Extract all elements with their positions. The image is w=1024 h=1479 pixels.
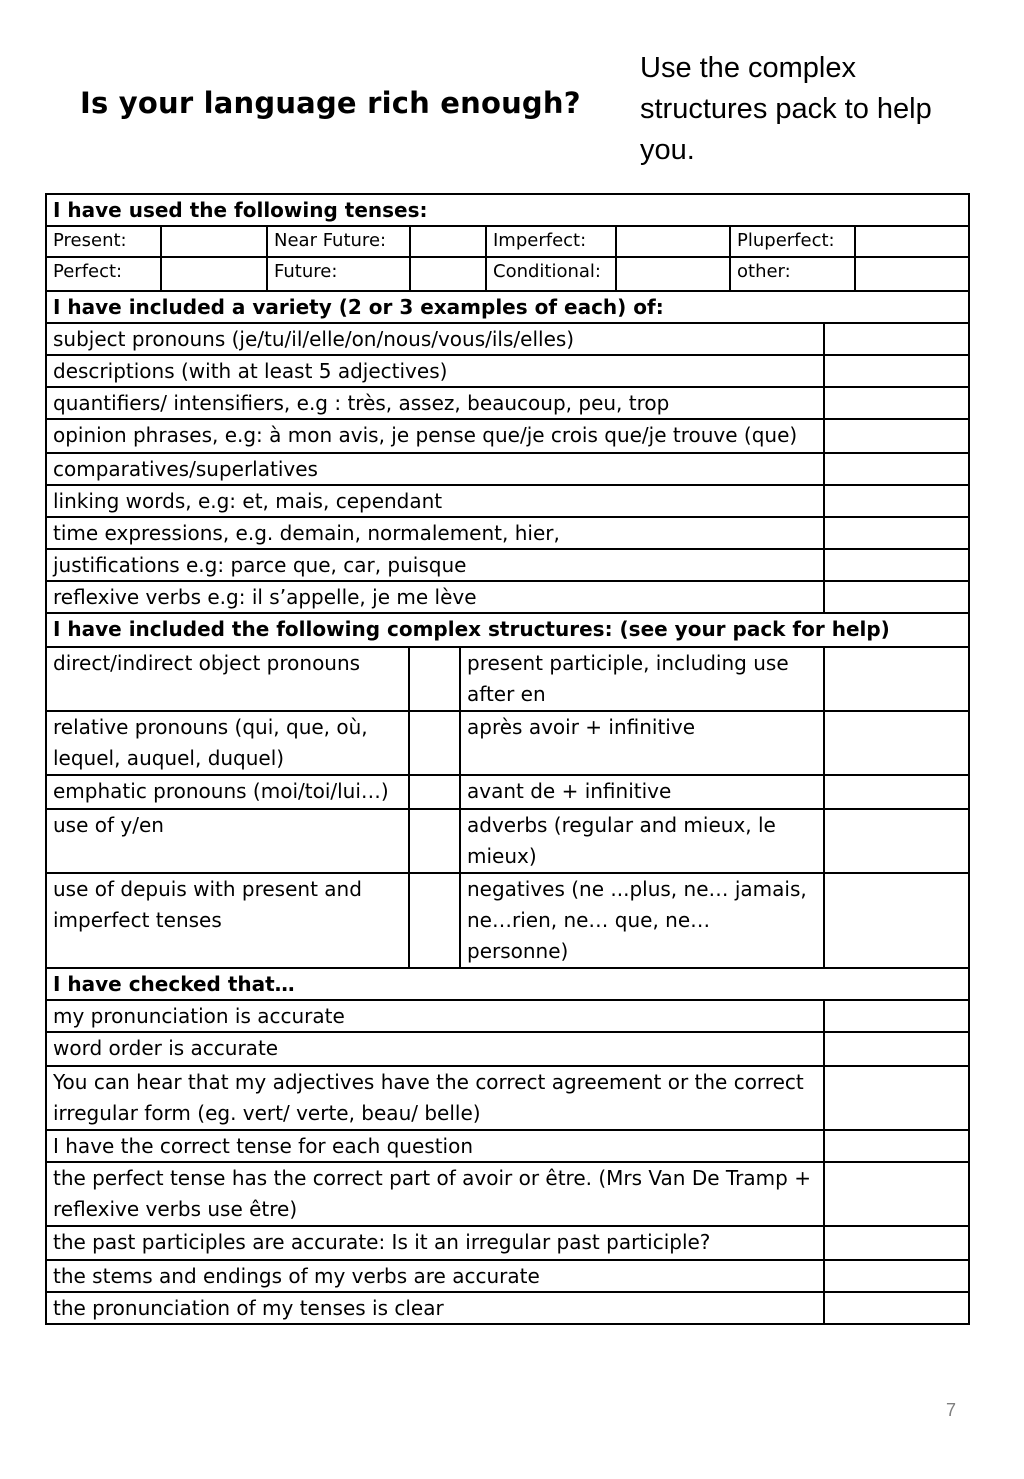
complex-checkbox[interactable] xyxy=(824,647,969,711)
tense-pluperfect-box[interactable] xyxy=(855,227,968,257)
variety-item: opinion phrases, e.g: à mon avis, je pense que/je crois que/je trouve (que) xyxy=(46,419,824,453)
complex-item: emphatic pronouns (moi/toi/lui…) xyxy=(46,775,409,809)
checked-heading: I have checked that… xyxy=(46,968,969,1000)
checked-item: I have the correct tense for each question xyxy=(46,1130,824,1162)
tense-present-label: Present: xyxy=(47,227,161,257)
tense-future-box[interactable] xyxy=(410,257,486,290)
complex-checkbox[interactable] xyxy=(409,873,460,968)
variety-checkbox[interactable] xyxy=(824,355,969,387)
checked-checkbox[interactable] xyxy=(824,1130,969,1162)
complex-checkbox[interactable] xyxy=(409,711,460,775)
tense-conditional-label: Conditional: xyxy=(486,257,616,290)
complex-item: use of y/en xyxy=(46,809,409,873)
complex-item: adverbs (regular and mieux, le mieux) xyxy=(460,809,824,873)
checked-item: my pronunciation is accurate xyxy=(46,1000,824,1032)
help-note: Use the complex structures pack to help you. xyxy=(640,52,932,166)
page-number: 7 xyxy=(946,1400,957,1420)
complex-checkbox[interactable] xyxy=(409,775,460,809)
complex-item: present participle, including use after en xyxy=(460,647,824,711)
page-title: Is your language rich enough? xyxy=(80,86,581,120)
variety-item: linking words, e.g: et, mais, cependant xyxy=(46,485,824,517)
variety-checkbox[interactable] xyxy=(824,581,969,613)
complex-heading: I have included the following complex structures: (see your pack for help) xyxy=(46,613,969,647)
variety-checkbox[interactable] xyxy=(824,387,969,419)
checked-item: You can hear that my adjectives have the correct agreement or the correct irregular form (eg. vert/ verte, beau/ belle) xyxy=(46,1066,824,1130)
checked-checkbox[interactable] xyxy=(824,1000,969,1032)
checked-checkbox[interactable] xyxy=(824,1292,969,1324)
tense-other-label: other: xyxy=(730,257,855,290)
checked-item: the pronunciation of my tenses is clear xyxy=(46,1292,824,1324)
tense-imperfect-label: Imperfect: xyxy=(486,227,616,257)
checked-checkbox[interactable] xyxy=(824,1066,969,1130)
complex-checkbox[interactable] xyxy=(409,809,460,873)
tense-other-box[interactable] xyxy=(855,257,968,290)
checked-item: the perfect tense has the correct part of avoir or être. (Mrs Van De Tramp + reflexive verbs use être) xyxy=(46,1162,824,1226)
tense-near-future-label: Near Future: xyxy=(267,227,410,257)
complex-checkbox[interactable] xyxy=(824,873,969,968)
tense-future-label: Future: xyxy=(267,257,410,290)
variety-item: descriptions (with at least 5 adjectives) xyxy=(46,355,824,387)
tense-present-box[interactable] xyxy=(161,227,267,257)
complex-item: relative pronouns (qui, que, où, lequel, auquel, duquel) xyxy=(46,711,409,775)
variety-item: subject pronouns (je/tu/il/elle/on/nous/vous/ils/elles) xyxy=(46,323,824,355)
tense-near-future-box[interactable] xyxy=(410,227,486,257)
tense-perfect-label: Perfect: xyxy=(47,257,161,290)
variety-checkbox[interactable] xyxy=(824,323,969,355)
tense-conditional-box[interactable] xyxy=(616,257,730,290)
checked-item: word order is accurate xyxy=(46,1032,824,1066)
variety-checkbox[interactable] xyxy=(824,485,969,517)
variety-checkbox[interactable] xyxy=(824,549,969,581)
checked-checkbox[interactable] xyxy=(824,1162,969,1226)
variety-item: time expressions, e.g. demain, normalement, hier, xyxy=(46,517,824,549)
complex-checkbox[interactable] xyxy=(409,647,460,711)
complex-item: negatives (ne ...plus, ne… jamais, ne…rien, ne… que, ne… personne) xyxy=(460,873,824,968)
complex-item: use of depuis with present and imperfect tenses xyxy=(46,873,409,968)
checked-checkbox[interactable] xyxy=(824,1032,969,1066)
complex-item: direct/indirect object pronouns xyxy=(46,647,409,711)
tense-pluperfect-label: Pluperfect: xyxy=(730,227,855,257)
complex-item: après avoir + infinitive xyxy=(460,711,824,775)
complex-item: avant de + infinitive xyxy=(460,775,824,809)
variety-item: justifications e.g: parce que, car, puisque xyxy=(46,549,824,581)
variety-item: comparatives/superlatives xyxy=(46,453,824,485)
variety-checkbox[interactable] xyxy=(824,517,969,549)
tense-perfect-box[interactable] xyxy=(161,257,267,290)
variety-item: quantifiers/ intensifiers, e.g : très, assez, beaucoup, peu, trop xyxy=(46,387,824,419)
checked-checkbox[interactable] xyxy=(824,1260,969,1292)
variety-checkbox[interactable] xyxy=(824,453,969,485)
checked-item: the stems and endings of my verbs are accurate xyxy=(46,1260,824,1292)
checked-checkbox[interactable] xyxy=(824,1226,969,1260)
checklist-table xyxy=(45,193,970,1325)
tense-imperfect-box[interactable] xyxy=(616,227,730,257)
tenses-heading: I have used the following tenses: xyxy=(46,194,969,226)
variety-item: reflexive verbs e.g: il s’appelle, je me lève xyxy=(46,581,824,613)
complex-checkbox[interactable] xyxy=(824,809,969,873)
complex-checkbox[interactable] xyxy=(824,775,969,809)
variety-heading: I have included a variety (2 or 3 examples of each) of: xyxy=(46,291,969,323)
checked-item: the past participles are accurate: Is it an irregular past participle? xyxy=(46,1226,824,1260)
variety-checkbox[interactable] xyxy=(824,419,969,453)
complex-checkbox[interactable] xyxy=(824,711,969,775)
